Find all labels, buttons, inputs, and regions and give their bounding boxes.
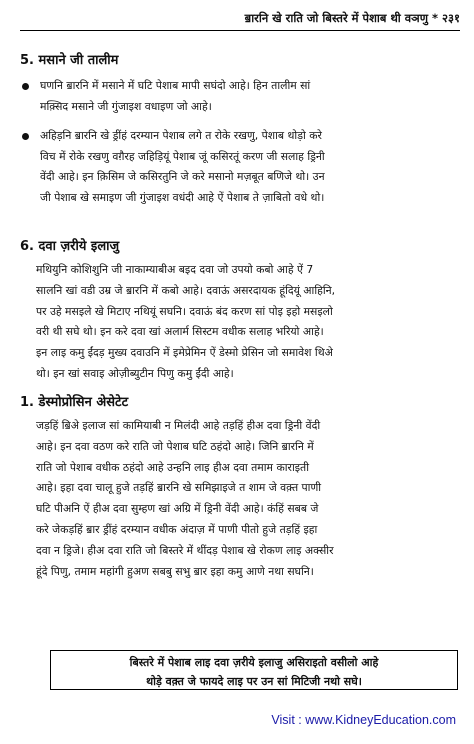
bullet-item-1-text bbox=[40, 76, 460, 117]
text-line: जड़हिं ॿिअे इलाज सां कामियाबी न मिलंदी आहे तड़हिं हीअ दवा ड्रिनी वेंदी bbox=[36, 419, 321, 432]
website-link[interactable]: Visit : www.KidneyEducation.com bbox=[271, 713, 456, 727]
text-line: मक़्सिद मसाने जी गुंजाइश वधाइण जो आहे। bbox=[40, 99, 212, 113]
section-6-paragraph bbox=[36, 260, 460, 385]
text-line: पर उहे मसइले खे मिटाए नथियूं सघनि। दवाऊं बंद करण सां पोइ इहो मसइलो bbox=[36, 304, 333, 318]
text-line: घणनि ॿारनि में मसाने में घटि पेशाब मापी सघंदो आहे। हिन तालीम सां bbox=[40, 79, 311, 92]
bullet-dot-icon bbox=[22, 133, 29, 140]
text-line: थो। इन खां सवाइ ओज़ीब्युटीन पिणु कमु ईंदी आहे। bbox=[36, 366, 234, 380]
text-line: अहिड़नि ॿारनि खे ड्रींहं दरम्यान पेशाब लगे त रोके रखणु, पेशाब थोड़ो करे bbox=[40, 129, 322, 142]
page-header bbox=[20, 6, 460, 31]
text-line: घटि पीअनि ऐं हीअ दवा सुम्हण खां अग्रि में ड्रिनी वेंदी आहे। कंहिं सबब जे bbox=[36, 502, 319, 516]
text-line: विच में रोके रखणु वग़ैरह जहिड़ियूं पेशाब जूं कसिरतूं करण जी सलाह ड्रिनी bbox=[40, 149, 325, 163]
section-1-paragraph bbox=[36, 416, 460, 582]
bullet-item-2 bbox=[22, 126, 460, 208]
subsection-heading-1: 1. डेस्मोप्रोसिन अेसेटेट bbox=[20, 395, 129, 410]
text-line: आहे। इन दवा वठण करे राति जो पेशाब घटि ठहंदो आहे। जिनि ॿारनि में bbox=[36, 439, 314, 453]
text-line: वरी थी सघे थो। इन करे दवा खां अलार्म सिस्टम वधीक सलाह भरियो आहे। bbox=[36, 325, 324, 339]
callout-line-2: थोड़े वक़्त जे फायदे लाइ पर उन सां मिटिजी नथो सघे। bbox=[146, 675, 362, 688]
text-line: इन लाइ कमु ईंदड़ मुख्य दवाउनि में इमेप्रेमिन ऐं डेस्मो प्रेसिन जो समावेश थिअे bbox=[36, 346, 333, 360]
header-title: ॿारनि खे राति जो बिस्तरे में पेशाब थी वञणु * २३१ bbox=[244, 11, 460, 25]
section-heading-5: 5. मसाने जी तालीम bbox=[20, 53, 119, 68]
bullet-item-1 bbox=[22, 76, 460, 117]
section-heading-6: 6. दवा ज़रीये इलाजु bbox=[20, 239, 120, 254]
text-line: जी पेशाब खे समाइण जी गुंजाइश वधंदी आहे ऐं पेशाब ते ज़ाबितो वधे थो। bbox=[40, 190, 325, 204]
text-line: सालनि खां वडी उम्र जे ॿारनि में कबो आहे। दवाऊं असरदायक हूंदियूं आहिनि, bbox=[36, 283, 336, 297]
text-line: दवा न ड्रिजे। हीअ दवा राति जो बिस्तरे में थींदड़ पेशाब खे रोकण लाइ अक्सीर bbox=[36, 543, 334, 557]
callout-line-1: बिस्तरे में पेशाब लाइ दवा ज़रीये इलाजु असिराइतो वसीलो आहे bbox=[129, 656, 379, 669]
bullet-item-2-text bbox=[40, 126, 460, 208]
text-line: मथियुनि कोशिशुनि जी नाकाम्याबीअ बइद दवा जो उपयो कबो आहे ऐं 7 bbox=[36, 263, 314, 276]
summary-callout-box bbox=[50, 650, 458, 690]
text-line: करे जेकड़हिं ॿार ड्रींहं दरम्यान वधीक अंदाज़ में पाणी पीतो हुजे तड़हिं इहा bbox=[36, 522, 318, 536]
text-line: हूंदे पिणु, तमाम महांगी हुअण सबबु सभु ॿार इहा कमु आणे नथा सघनि। bbox=[36, 564, 314, 578]
text-line: वेंदी आहे। इन क़िसिम जे कसिरतुनि जे करे मसानो मज़बूत बणिजे थो। उन bbox=[40, 170, 325, 183]
text-line: राति जो पेशाब वधीक ठहंदो आहे उन्हनि लाइ हीअ दवा तमाम काराइती bbox=[36, 460, 310, 474]
bullet-dot-icon bbox=[22, 83, 29, 90]
text-line: आहे। इहा दवा चालू हुजे तड़हिं ॿारनि खे समिझाइजे त शाम जे वक़्त पाणी bbox=[36, 481, 322, 495]
